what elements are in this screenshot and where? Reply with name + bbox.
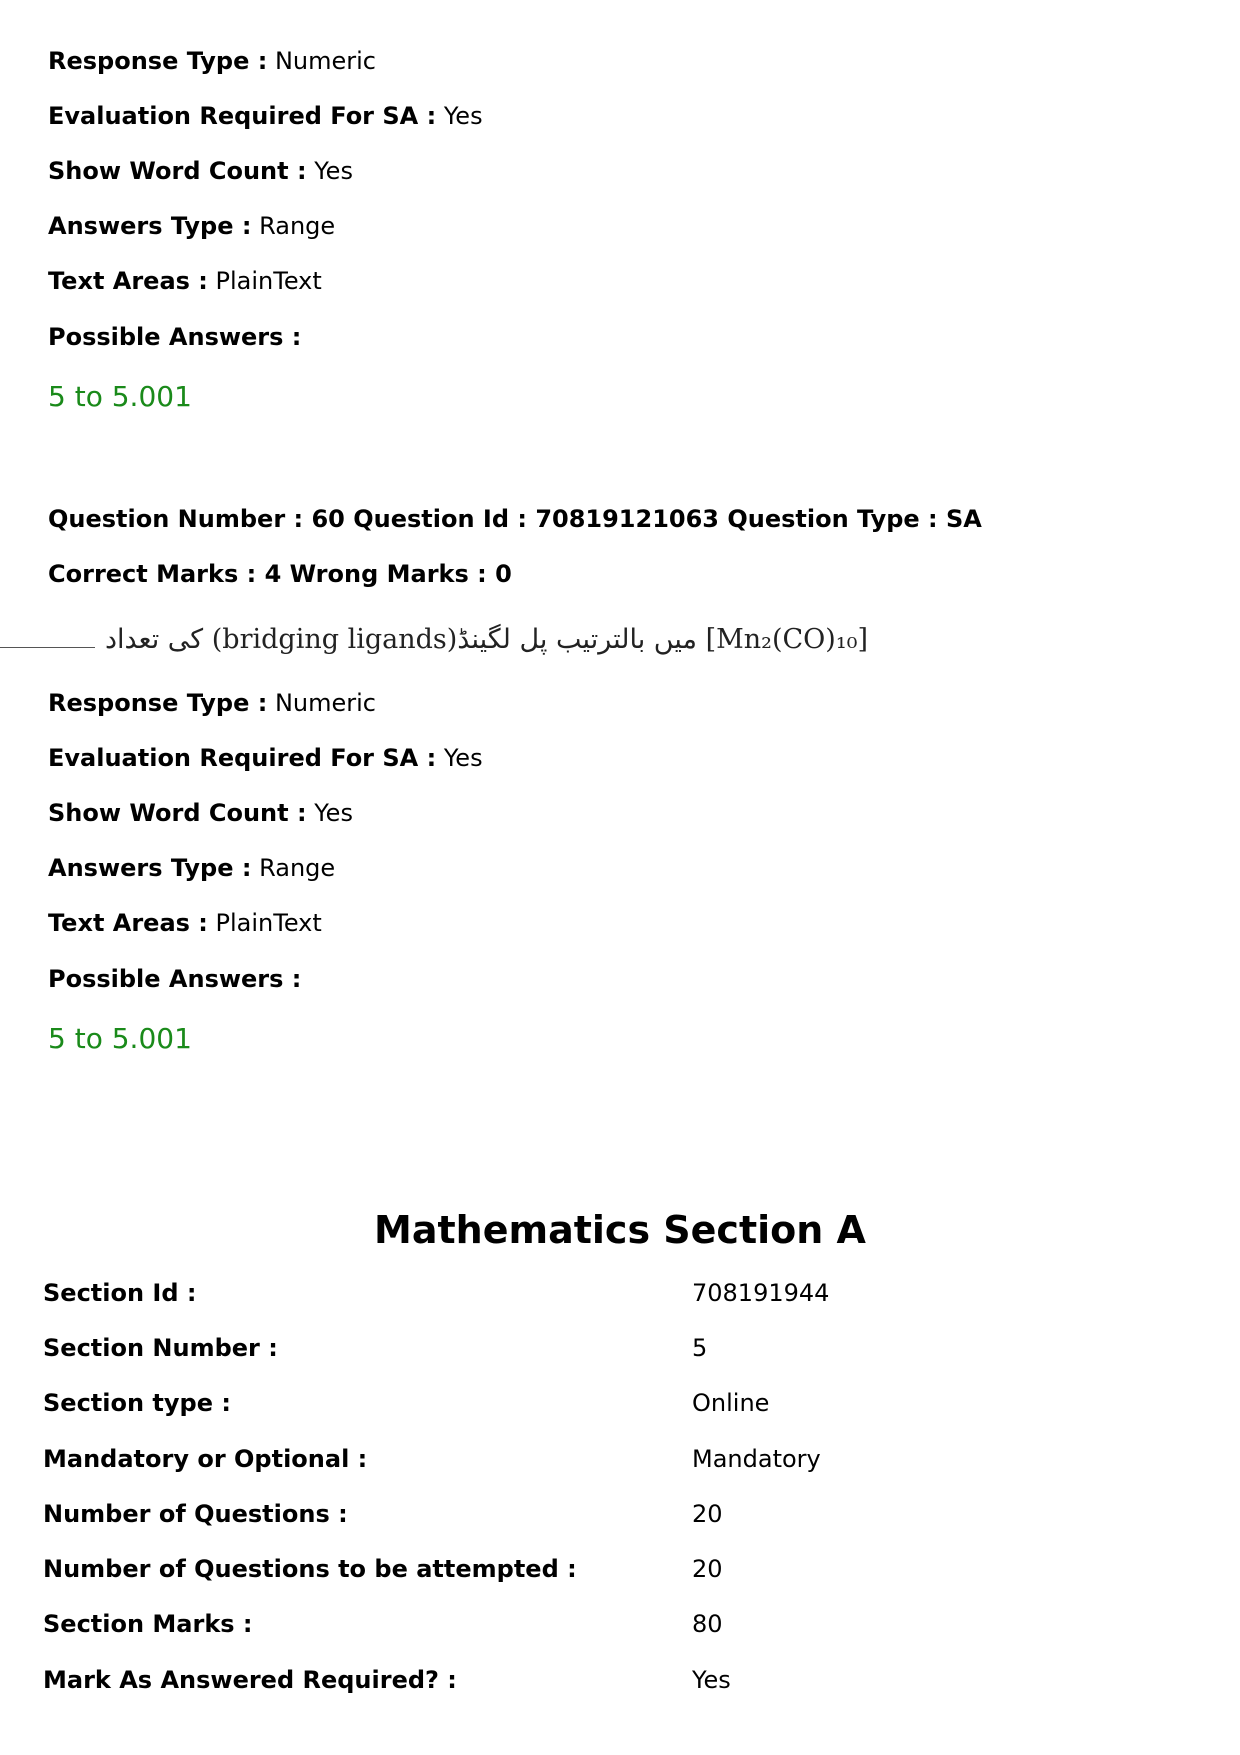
answers-type-line xyxy=(48,853,335,883)
section-row-value: 5 xyxy=(692,1334,708,1362)
question-english-part: (bridging ligands) xyxy=(211,624,458,655)
answers-type-label: Answers Type : xyxy=(48,212,252,240)
word-count-value: Yes xyxy=(314,799,353,827)
section-row-value: Mandatory xyxy=(692,1445,821,1473)
section-row xyxy=(43,1386,1193,1420)
section-row xyxy=(43,1331,1193,1365)
section-row-label: Mark As Answered Required? : xyxy=(43,1666,457,1694)
question-formula: [Mn₂(CO)₁₀] xyxy=(705,624,868,655)
section-row-value: 708191944 xyxy=(692,1279,830,1307)
answers-type-label: Answers Type : xyxy=(48,854,252,882)
response-type-label: Response Type : xyxy=(48,47,268,75)
word-count-line xyxy=(48,798,353,828)
word-count-value: Yes xyxy=(314,157,353,185)
answers-type-value: Range xyxy=(259,212,336,240)
evaluation-label: Evaluation Required For SA : xyxy=(48,744,437,772)
answers-type-value: Range xyxy=(259,854,336,882)
section-row-value: Yes xyxy=(692,1666,731,1694)
question-header: Question Number : 60 Question Id : 70819121063 Question Type : SA xyxy=(48,505,982,533)
possible-answers-label: Possible Answers : xyxy=(48,323,302,351)
section-row xyxy=(43,1442,1193,1476)
text-areas-value: PlainText xyxy=(215,909,322,937)
section-row xyxy=(43,1497,1193,1531)
possible-answer-value: 5 to 5.001 xyxy=(48,380,192,413)
section-title: Mathematics Section A xyxy=(374,1208,866,1252)
evaluation-label: Evaluation Required For SA : xyxy=(48,102,437,130)
section-row-label: Section Marks : xyxy=(43,1610,253,1638)
section-row-label: Number of Questions : xyxy=(43,1500,348,1528)
question-text xyxy=(48,620,868,670)
possible-answers-label: Possible Answers : xyxy=(48,965,302,993)
text-areas-value: PlainText xyxy=(215,267,322,295)
evaluation-line xyxy=(48,101,483,131)
possible-answers-line xyxy=(48,964,301,994)
question-marks: Correct Marks : 4 Wrong Marks : 0 xyxy=(48,560,512,588)
answers-type-line xyxy=(48,211,335,241)
section-row xyxy=(43,1552,1193,1586)
section-row-label: Section Id : xyxy=(43,1279,197,1307)
response-type-value: Numeric xyxy=(274,689,376,717)
section-row-label: Number of Questions to be attempted : xyxy=(43,1555,577,1583)
word-count-line xyxy=(48,156,353,186)
possible-answer-value: 5 to 5.001 xyxy=(48,1022,192,1055)
section-row-value: Online xyxy=(692,1389,770,1417)
section-row-label: Mandatory or Optional : xyxy=(43,1445,368,1473)
section-row-value: 20 xyxy=(692,1500,723,1528)
answer-blank xyxy=(0,621,95,648)
possible-answers-line xyxy=(48,322,301,352)
section-row xyxy=(43,1607,1193,1641)
evaluation-value: Yes xyxy=(443,744,483,772)
text-areas-label: Text Areas : xyxy=(48,267,208,295)
response-type-label: Response Type : xyxy=(48,689,268,717)
section-row xyxy=(43,1276,1193,1310)
word-count-label: Show Word Count : xyxy=(48,799,307,827)
section-row-label: Section Number : xyxy=(43,1334,278,1362)
response-type-line xyxy=(48,46,376,76)
text-areas-label: Text Areas : xyxy=(48,909,208,937)
section-row xyxy=(43,1663,1193,1697)
response-type-line xyxy=(48,688,376,718)
evaluation-value: Yes xyxy=(443,102,483,130)
section-row-value: 20 xyxy=(692,1555,723,1583)
text-areas-line xyxy=(48,908,322,938)
word-count-label: Show Word Count : xyxy=(48,157,307,185)
response-type-value: Numeric xyxy=(274,47,376,75)
section-row-value: 80 xyxy=(692,1610,723,1638)
text-areas-line xyxy=(48,266,322,296)
question-urdu-part1: میں بالترتیب پل لگینڈ xyxy=(457,624,697,655)
evaluation-line xyxy=(48,743,483,773)
question-urdu-part2: کی تعداد xyxy=(104,624,204,655)
section-row-label: Section type : xyxy=(43,1389,231,1417)
